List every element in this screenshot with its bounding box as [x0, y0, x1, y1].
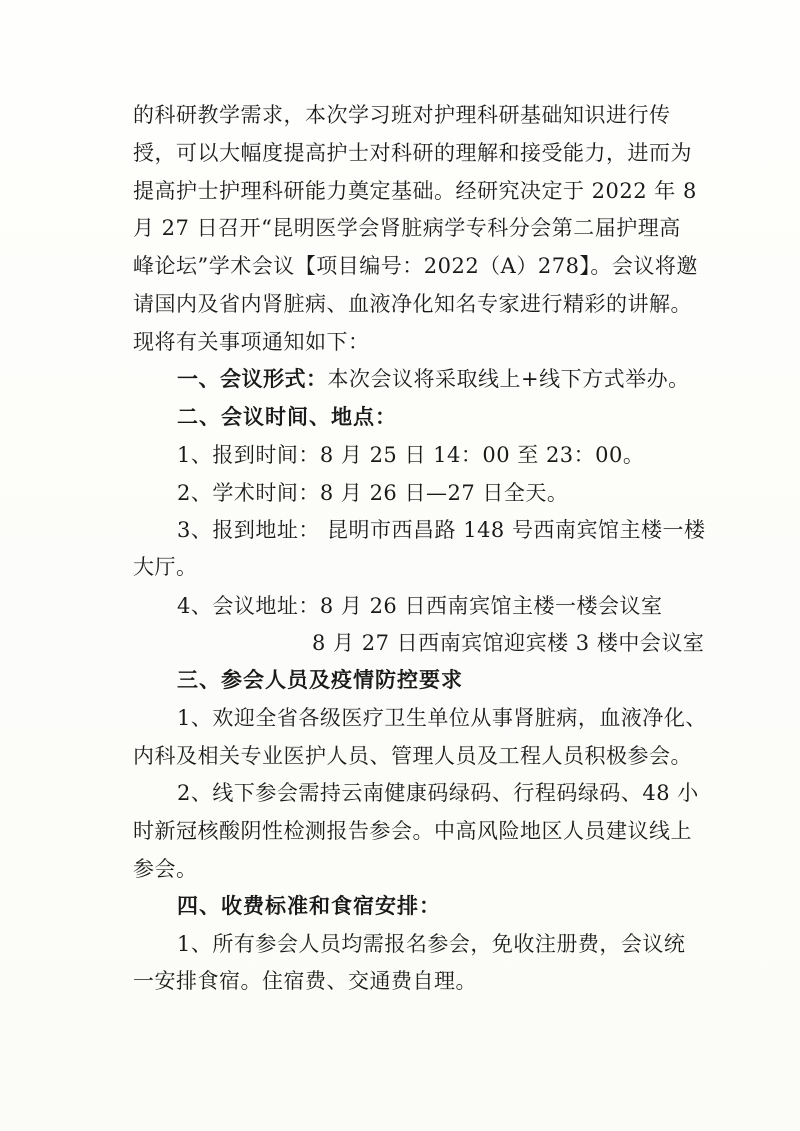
section1-line: [177, 364, 690, 394]
section2-item3-line2: 大厅。: [133, 555, 198, 579]
section3-item2-line2: 时新冠核酸阴性检测报告参会。中高风险地区人员建议线上: [133, 819, 692, 843]
section2-item1: 1、报到时间：8 月 25 日 14：00 至 23：00。: [177, 443, 645, 467]
section3-item2-line3: 参会。: [133, 857, 198, 881]
intro-line-6: 请国内及省内肾脏病、血液净化知名专家进行精彩的讲解。: [133, 292, 692, 316]
section4-item1-line1: 1、所有参会人员均需报名参会，免收注册费，会议统: [177, 932, 686, 956]
section3-item1-line1: 1、欢迎全省各级医疗卫生单位从事肾脏病，血液净化、: [177, 706, 707, 730]
section1-text: 本次会议将采取线上+线下方式举办。: [327, 367, 690, 391]
intro-line-1: 的科研教学需求，本次学习班对护理科研基础知识进行传: [133, 103, 671, 127]
intro-line-4: 月 27 日召开“昆明医学会肾脏病学专科分会第二届护理高: [133, 216, 681, 240]
section4-item1-line2: 一安排食宿。住宿费、交通费自理。: [133, 969, 477, 993]
section2-item4-line2: 8 月 27 日西南宾馆迎宾楼 3 楼中会议室: [312, 631, 705, 655]
section2-heading: 二、会议时间、地点：: [177, 405, 397, 429]
section2-item3-line1: 3、报到地址： 昆明市西昌路 148 号西南宾馆主楼一楼: [177, 518, 706, 542]
section3-heading: 三、参会人员及疫情防控要求: [177, 668, 463, 692]
intro-line-3: 提高护士护理科研能力奠定基础。经研究决定于 2022 年 8: [133, 179, 697, 203]
section3-item2-line1: 2、线下参会需持云南健康码绿码、行程码绿码、48 小: [177, 781, 699, 805]
intro-line-7: 现将有关事项通知如下：: [133, 330, 370, 354]
section2-item4-line1: 4、会议地址：8 月 26 日西南宾馆主楼一楼会议室: [177, 594, 663, 618]
intro-line-2: 授，可以大幅度提高护士对科研的理解和接受能力，进而为: [133, 141, 692, 165]
section3-item1-line2: 内科及相关专业医护人员、管理人员及工程人员积极参会。: [133, 744, 692, 768]
section4-heading: 四、收费标准和食宿安排：: [177, 894, 441, 918]
section2-item2: 2、学术时间：8 月 26 日—27 日全天。: [177, 481, 569, 505]
intro-line-5: 峰论坛”学术会议【项目编号：2022（A）278】。会议将邀: [133, 254, 698, 278]
section1-label: 一、会议形式：: [177, 367, 328, 391]
